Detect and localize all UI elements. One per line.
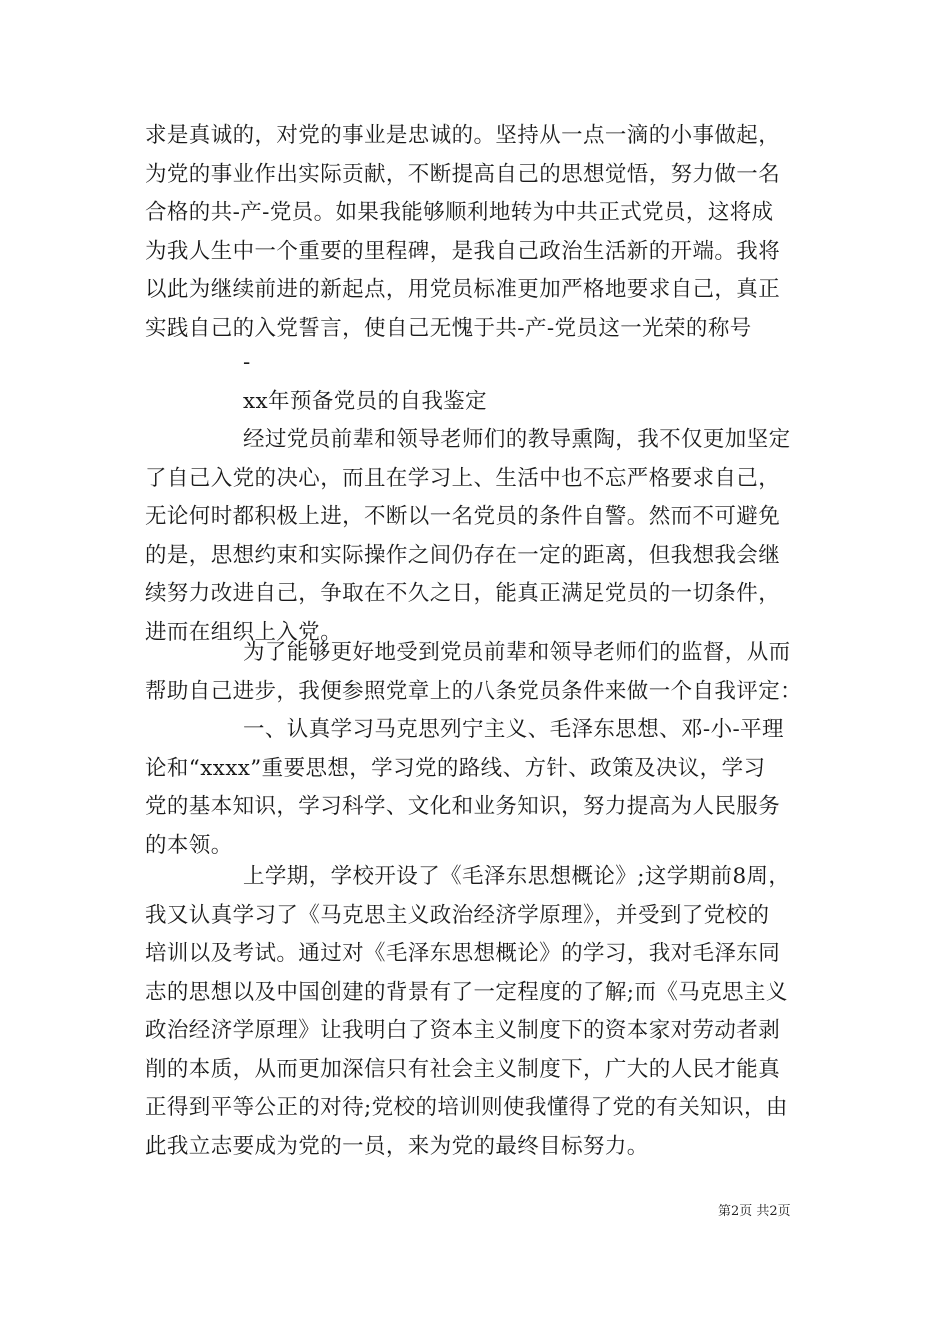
text-line: 了自己入党的决心，而且在学习上、生活中也不忘严格要求自己， xyxy=(145,465,781,491)
text-line: 政治经济学原理》让我明白了资本主义制度下的资本家对劳动者剥 xyxy=(145,1018,781,1043)
text-line: 合格的共-产-党员。如果我能够顺利地转为中共正式党员，这将成 xyxy=(145,200,774,225)
text-line: 进而在组织上入党。 xyxy=(145,619,343,645)
text-line: 的是，思想约束和实际操作之间仍存在一定的距离，但我想我会继 xyxy=(145,542,781,568)
text-line: 的本领。 xyxy=(145,832,233,858)
dash-separator: - xyxy=(243,350,251,375)
paragraph-evaluation xyxy=(145,634,805,865)
text-line: 帮助自己进步，我便参照党章上的八条党员条件来做一个自我评定： xyxy=(145,678,803,704)
text-line: 为我人生中一个重要的里程碑，是我自己政治生活新的开端。我将 xyxy=(145,238,781,264)
section-title: xx年预备党员的自我鉴定 xyxy=(243,388,488,414)
text-line: 党的基本知识，学习科学、文化和业务知识，努力提高为人民服务 xyxy=(145,794,781,819)
text-line: 为党的事业作出实际贡献，不断提高自己的思想觉悟，努力做一名 xyxy=(145,161,781,187)
text-line: 此我立志要成为党的一员，来为党的最终目标努力。 xyxy=(145,1133,649,1159)
text-line: 无论何时都积极上进，不断以一名党员的条件自警。然而不可避免 xyxy=(145,504,781,529)
text-line: 我又认真学习了《马克思主义政治经济学原理》，并受到了党校的 xyxy=(145,902,770,928)
text-line: 一、认真学习马克思列宁主义、毛泽东思想、邓-小-平理 xyxy=(243,717,784,742)
text-line: 正得到平等公正的对待;党校的培训则使我懂得了党的有关知识，由 xyxy=(145,1095,788,1120)
text-line: 求是真诚的，对党的事业是忠诚的。坚持从一点一滴的小事做起， xyxy=(145,123,781,148)
paragraph-continuation xyxy=(145,117,805,348)
text-line: 上学期，学校开设了《毛泽东思想概论》;这学期前8周， xyxy=(243,864,791,889)
page-footer: 第2页 共2页 xyxy=(718,1204,791,1219)
text-line: 续努力改进自己，争取在不久之日，能真正满足党员的一切条件， xyxy=(145,581,781,606)
text-line: 论和“xxxx”重要思想，学习党的路线、方针、政策及决议，学习 xyxy=(145,755,766,781)
text-line: 经过党员前辈和领导老师们的教导熏陶，我不仅更加坚定 xyxy=(243,427,791,452)
section-self-assessment xyxy=(145,344,805,652)
text-line: 培训以及考试。通过对《毛泽东思想概论》的学习，我对毛泽东同 xyxy=(145,941,781,966)
text-line: 削的本质，从而更加深信只有社会主义制度下，广大的人民才能真 xyxy=(145,1056,781,1082)
text-line: 为了能够更好地受到党员前辈和领导老师们的监督，从而 xyxy=(243,640,791,665)
text-line: 以此为继续前进的新起点，用党员标准更加严格地要求自己，真正 xyxy=(145,277,781,302)
text-line: 实践自己的入党誓言，使自己无愧于共-产-党员这一光荣的称号 xyxy=(145,315,752,341)
text-line: 志的思想以及中国创建的背景有了一定程度的了解;而《马克思主义 xyxy=(145,979,788,1005)
paragraph-study xyxy=(145,858,805,1166)
